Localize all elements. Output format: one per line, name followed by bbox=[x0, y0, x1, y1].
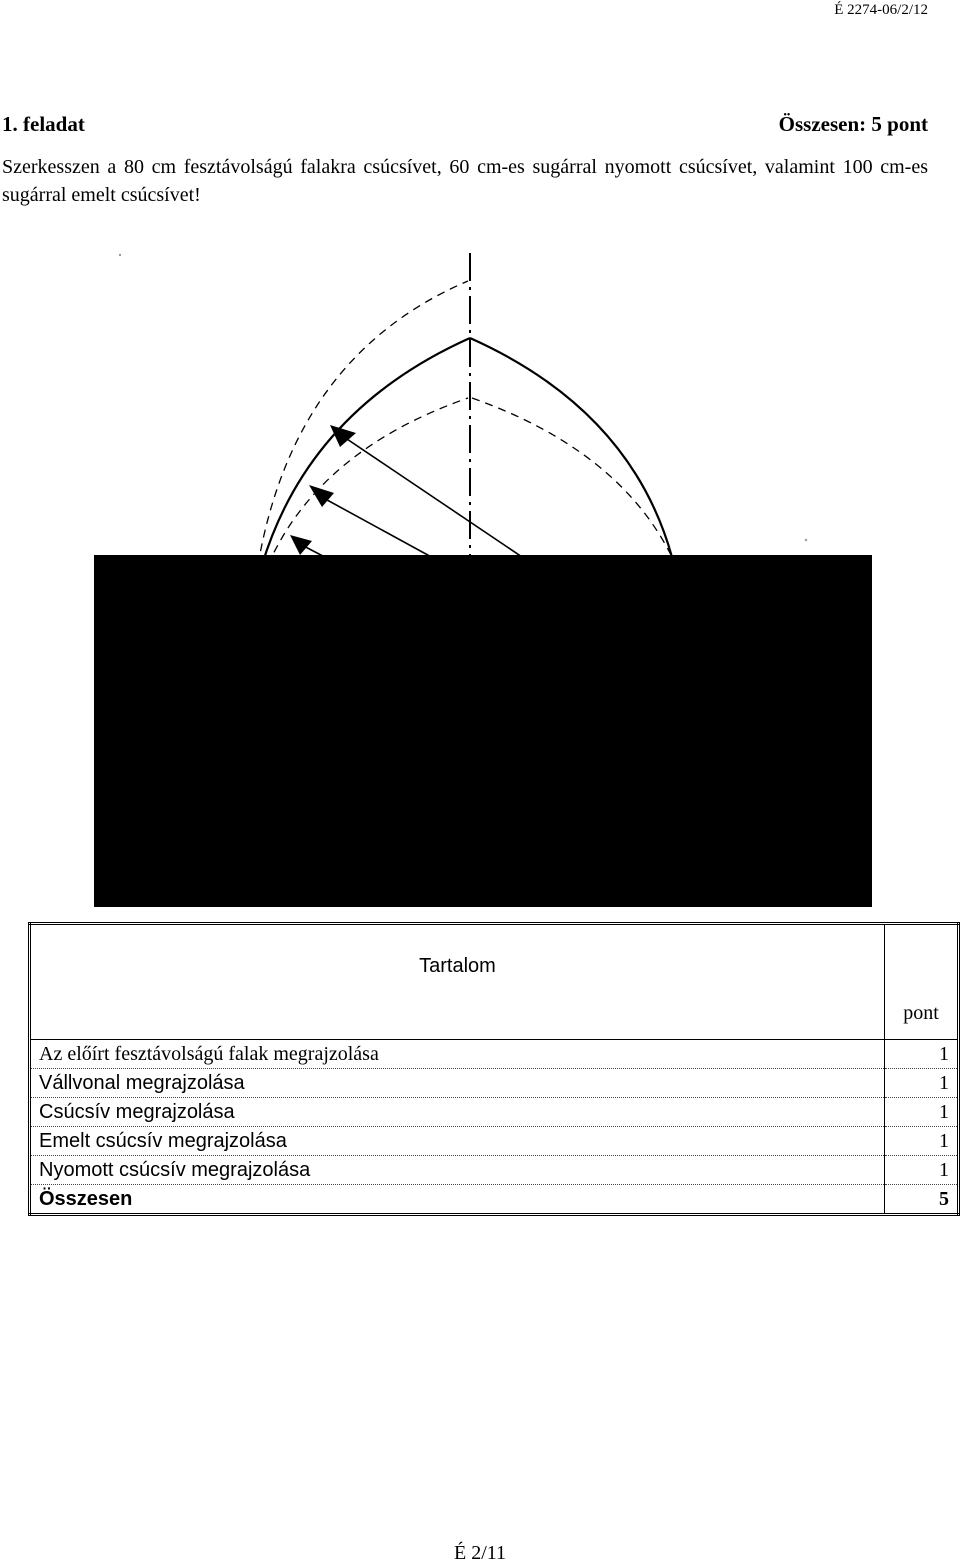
depressed-arch-right bbox=[472, 398, 672, 557]
total-points: 5 bbox=[885, 1185, 959, 1215]
row-label: Vállvonal megrajzolása bbox=[30, 1069, 885, 1098]
points-header: pont bbox=[885, 924, 959, 1040]
table-row bbox=[30, 1040, 959, 1069]
row-points: 1 bbox=[885, 1069, 959, 1098]
redacted-area bbox=[94, 555, 872, 907]
task-description: Szerkesszen a 80 cm fesztávolságú falakra csúcsívet, 60 cm-es sugárral nyomott csúcsívet, valamint 100 cm-es sugárral emelt csúcsívet! bbox=[2, 156, 928, 206]
scan-dot bbox=[805, 539, 807, 541]
raised-arch bbox=[258, 281, 468, 565]
row-label: Csúcsív megrajzolása bbox=[30, 1098, 885, 1127]
scoring-table bbox=[28, 922, 960, 1216]
table-header-row bbox=[30, 924, 959, 1040]
content-header: Tartalom bbox=[30, 924, 885, 1040]
table-row bbox=[30, 1069, 959, 1098]
total-label: Összesen bbox=[39, 1187, 133, 1210]
arrowhead-middle bbox=[309, 485, 334, 507]
row-points: 1 bbox=[885, 1127, 959, 1156]
table-row bbox=[30, 1098, 959, 1127]
page-number: É 2/11 bbox=[453, 1542, 507, 1564]
row-points: 1 bbox=[885, 1156, 959, 1185]
table-row bbox=[30, 1127, 959, 1156]
arrowhead-lower bbox=[290, 535, 312, 555]
row-points: 1 bbox=[885, 1040, 959, 1069]
table-row bbox=[30, 1156, 959, 1185]
task-total-points: Összesen: 5 pont bbox=[778, 112, 928, 136]
scan-dot bbox=[119, 254, 121, 256]
task-title: 1. feladat bbox=[2, 112, 85, 136]
pointed-arch-right bbox=[470, 338, 672, 557]
row-label: Az előírt fesztávolságú falak megrajzolása bbox=[30, 1040, 885, 1069]
row-label: Nyomott csúcsív megrajzolása bbox=[30, 1156, 885, 1185]
row-label: Emelt csúcsív megrajzolása bbox=[30, 1127, 885, 1156]
task-header bbox=[2, 112, 928, 142]
row-points: 1 bbox=[885, 1098, 959, 1127]
document-code: É 2274-06/2/12 bbox=[834, 2, 928, 18]
table-total-row bbox=[30, 1185, 959, 1215]
radius-line-upper bbox=[341, 435, 534, 565]
